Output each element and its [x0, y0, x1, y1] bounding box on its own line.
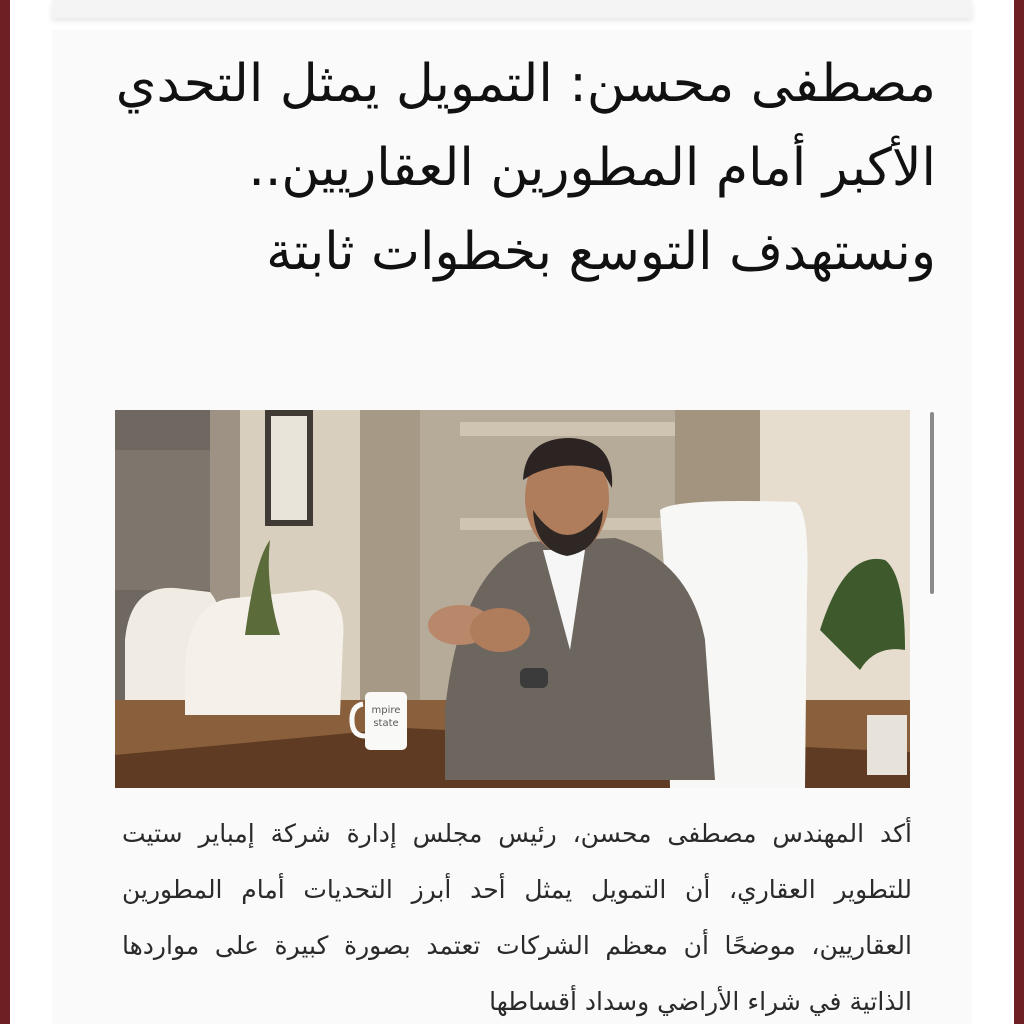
top-bar	[52, 0, 972, 18]
right-frame-border	[1014, 0, 1024, 1024]
mug-logo-text-line1: mpire	[371, 705, 401, 716]
hero-photo-illustration	[115, 410, 910, 788]
article-headline: مصطفى محسن: التمويل يمثل التحدي الأكبر أمام المطورين العقاريين.. ونستهدف التوسع بخطوات ثابتة	[115, 54, 936, 282]
scrollbar[interactable]	[930, 412, 934, 594]
left-frame-border	[0, 0, 10, 1024]
article-hero-image[interactable]	[115, 410, 910, 788]
mug-logo-text-line2: state	[373, 718, 399, 729]
article-body-text: أكد المهندس مصطفى محسن، رئيس مجلس إدارة شركة إمباير ستيت للتطوير العقاري، أن التمويل يمثل أحد أبرز التحديات أمام المطورين العقاريين، موضحًا أن معظم الشركات تعتمد بصورة كبيرة على مواردها الذاتية في شراء الأراضي وسداد أقساطها	[122, 819, 912, 1016]
